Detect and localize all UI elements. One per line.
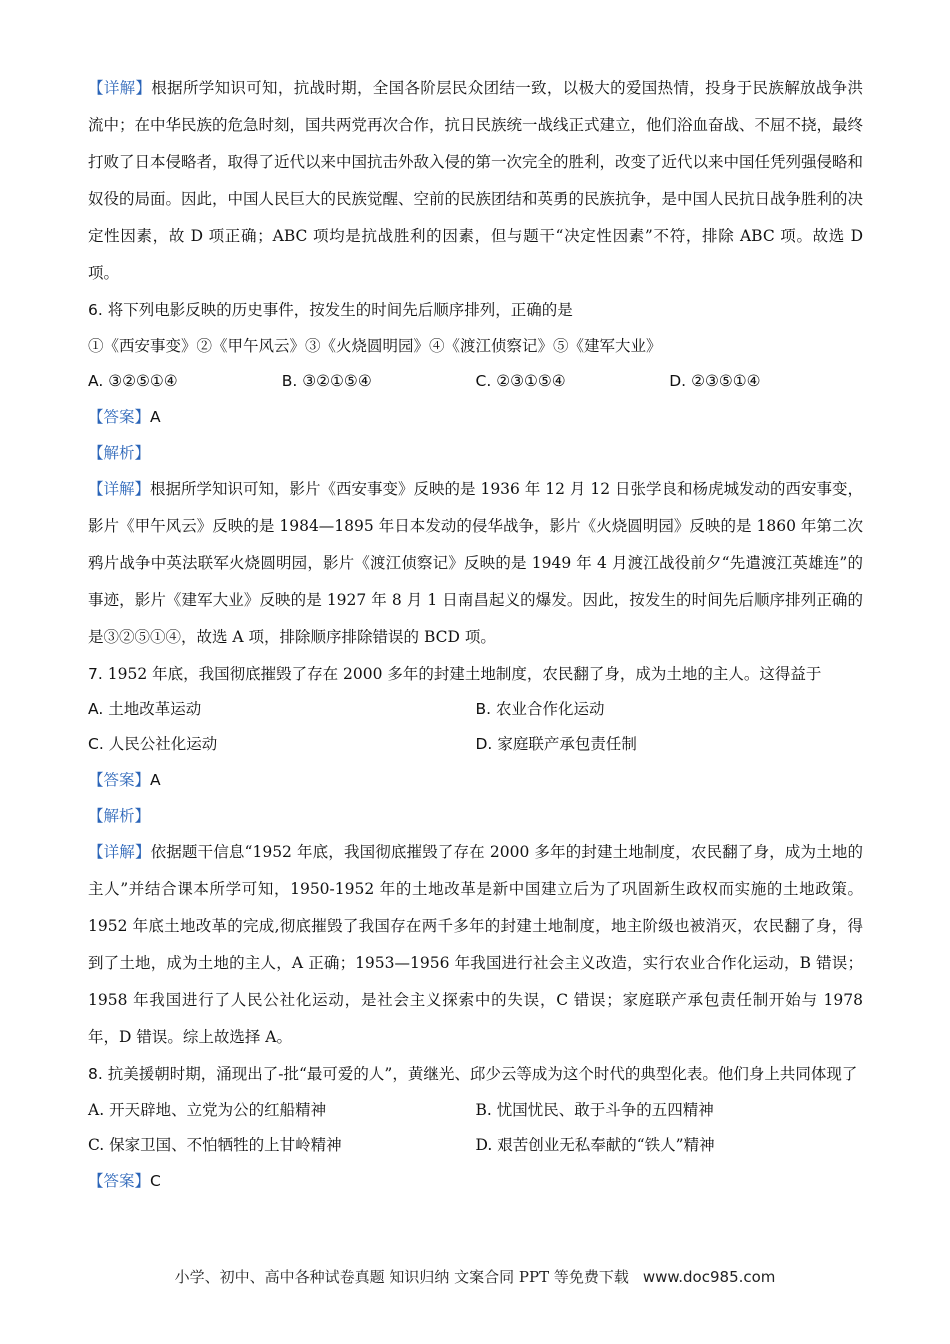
q8-answer: 【答案】C: [88, 1172, 161, 1190]
q7-option-d: D. 家庭联产承包责任制: [475, 735, 637, 753]
q7-analysis: 【解析】: [88, 807, 151, 825]
q8-stem-text: 抗美援朝时期，涌现出了-批“最可爱的人”，黄继光、邱少云等成为这个时代的典型化表。他们身上共同体现了: [107, 1065, 858, 1083]
footer-url[interactable]: www.doc985.com: [642, 1268, 776, 1286]
q6-detail-text: 根据所学知识可知，影片《西安事变》反映的是 1936 年 12 月 12 日张学良和杨虎城发动的西安事变，影片《甲午风云》反映的是 1984—1895 年日本发动的侵华战争，影片《火烧圆明园》反映的是 1860 年第二次鸦片战争中英法联军火烧圆明园，影片《渡江侦察记》反映的是 1949 年 4 月渡江战役前夕“先遣渡江英雄连”的事迹，影片《建军大业》反映的是 1927 年 8 月 1 日南昌起义的爆发。因此，按发生的时间先后顺序排列正确的是③②⑤①④，故选 A 项，排除顺序排除错误的 BCD 项。: [88, 480, 863, 646]
q6-option-a: A. ③②⑤①④: [88, 372, 178, 390]
q5-detail-text: 根据所学知识可知，抗战时期，全国各阶层民众团结一致，以极大的爱国热情，投身于民族解放战争洪流中；在中华民族的危急时刻，国共两党再次合作，抗日民族统一战线正式建立，他们浴血奋战、不屈不挠，最终打败了日本侵略者，取得了近代以来中国抗击外敌入侵的第一次完全的胜利，改变了近代以来中国任凭列强侵略和奴役的局面。因此，中国人民巨大的民族觉醒、空前的民族团结和英勇的民族抗争，是中国人民抗日战争胜利的决定性因素，故 D 项正确；ABC 项均是抗战胜利的因素，但与题干“决定性因素”不符，排除 ABC 项。故选 D 项。: [88, 79, 864, 282]
q6-stem-text: 将下列电影反映的历史事件，按发生的时间先后顺序排列，正确的是: [107, 301, 573, 319]
q6-answer: 【答案】A: [88, 408, 161, 426]
q6-detail: 【详解】根据所学知识可知，影片《西安事变》反映的是 1936 年 12 月 12 日张学良和杨虎城发动的西安事变，影片《甲午风云》反映的是 1984—1895 年日本发动的侵华战争，影片《火烧圆明园》反映的是 1860 年第二次鸦片战争中英法联军火烧圆明园，影片《渡江侦察记》反映的是 1949 年 4 月渡江战役前夕“先遣渡江英雄连”的事迹，影片《建军大业》反映的是 1927 年 8 月 1 日南昌起义的爆发。因此，按发生的时间先后顺序排列正确的是③②⑤①④，故选 A 项，排除顺序排除错误的 BCD 项。: [88, 480, 863, 646]
q6-option-d: D. ②③⑤①④: [669, 372, 761, 390]
q7-stem: [88, 656, 863, 692]
q8-option-d: D. 艰苦创业无私奉献的“铁人”精神: [475, 1136, 715, 1154]
q7-answer: 【答案】A: [88, 771, 161, 789]
q7-option-b: B. 农业合作化运动: [475, 700, 605, 718]
q7-options-row2: [88, 727, 863, 762]
q8-options-row2: [88, 1128, 863, 1163]
q5-detail: [88, 70, 863, 292]
q7-stem-text: 1952 年底，我国彻底摧毁了存在 2000 多年的封建土地制度，农民翻了身，成为土地的主人。这得益于: [107, 665, 822, 683]
q6-stem: [88, 292, 863, 328]
q6-analysis: 【解析】: [88, 444, 151, 462]
q8-number: 8.: [88, 1065, 103, 1083]
q7-number: 7.: [88, 665, 103, 683]
q6-number: 6.: [88, 301, 103, 319]
q7-option-a: A. 土地改革运动: [88, 700, 202, 718]
q7-detail-text: 依据题干信息“1952 年底，我国彻底摧毁了存在 2000 多年的封建土地制度，农民翻了身，成为土地的主人”并结合课本所学可知，1950-1952 年的土地改革是新中国建立后为了巩固新生政权而实施的土地政策。1952 年底土地改革的完成,彻底摧毁了我国存在两千多年的封建土地制度，地主阶级也被消灭，农民翻了身，得到了土地，成为土地的主人，A 正确；1953—1956 年我国进行社会主义改造，实行农业合作化运动，B 错误；1958 年我国进行了人民公社化运动，是社会主义探索中的失误，C 错误；家庭联产承包责任制开始与 1978 年，D 错误。综上故选择 A。: [88, 843, 863, 1046]
detail-tag: 【详解】: [88, 79, 152, 97]
q8-stem: [88, 1056, 863, 1093]
q7-options-row1: [88, 692, 863, 727]
q8-option-a: A. 开天辟地、立党为公的红船精神: [88, 1101, 327, 1119]
q6-option-c: C. ②③①⑤④: [475, 372, 566, 390]
q8-options-row1: [88, 1093, 863, 1128]
q8-option-c: C. 保家卫国、不怕牺牲的上甘岭精神: [88, 1136, 342, 1154]
q6-option-b: B. ③②①⑤④: [281, 372, 372, 390]
page-footer: [0, 1266, 950, 1287]
q7-option-c: C. 人民公社化运动: [88, 735, 218, 753]
q6-options: [88, 364, 863, 399]
footer-text: 小学、初中、高中各种试卷真题 知识归纳 文案合同 PPT 等免费下载: [174, 1268, 629, 1286]
q8-option-b: B. 忧国忧民、敢于斗争的五四精神: [475, 1101, 714, 1119]
document-page: [88, 70, 863, 1199]
q7-detail: 【详解】依据题干信息“1952 年底，我国彻底摧毁了存在 2000 多年的封建土地制度，农民翻了身，成为土地的主人”并结合课本所学可知，1950-1952 年的土地改革是新中国建立后为了巩固新生政权而实施的土地政策。1952 年底土地改革的完成,彻底摧毁了我国存在两千多年的封建土地制度，地主阶级也被消灭，农民翻了身，得到了土地，成为土地的主人，A 正确；1953—1956 年我国进行社会主义改造，实行农业合作化运动，B 错误；1958 年我国进行了人民公社化运动，是社会主义探索中的失误，C 错误；家庭联产承包责任制开始与 1978 年，D 错误。综上故选择 A。: [88, 843, 863, 1046]
q6-items: ①《西安事变》②《甲午风云》③《火烧圆明园》④《渡江侦察记》⑤《建军大业》: [88, 337, 662, 355]
